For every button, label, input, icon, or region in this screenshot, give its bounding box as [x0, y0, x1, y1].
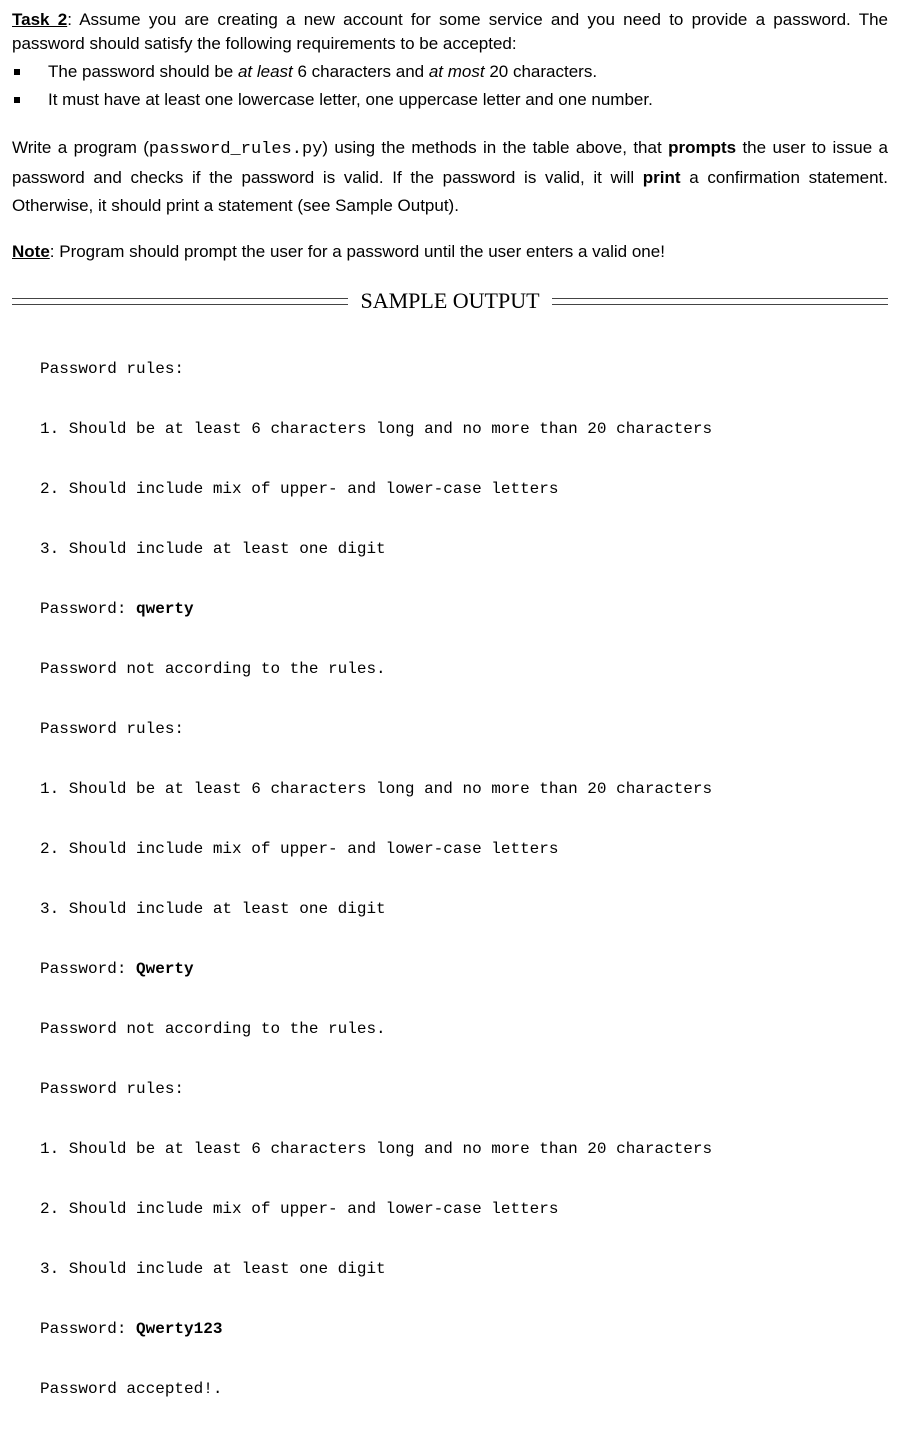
- sample-output-console: [40, 319, 712, 1439]
- output-line: 2. Should include mix of upper- and lower-case letters: [40, 840, 559, 858]
- output-line: Password not according to the rules.: [40, 1020, 386, 1038]
- write-instructions: Write a program (password_rules.py) using the methods in the table above, that prompts the user to issue a password and checks if the password is valid. If the password is valid, it will print a confirmation statement. Otherwise, it should print a statement (see Sample Output).: [12, 138, 889, 215]
- output-line: Password rules:: [40, 720, 185, 738]
- output-line: 1. Should be at least 6 characters long and no more than 20 characters: [40, 780, 713, 798]
- output-line: Password: qwerty: [40, 600, 194, 618]
- output-line: 3. Should include at least one digit: [40, 900, 386, 918]
- list-item: The password should be at least 6 characters and at most 20 characters.: [12, 58, 888, 86]
- output-line: Password: Qwerty: [40, 960, 194, 978]
- note: Note: Program should prompt the user for a password until the user enters a valid one!: [12, 242, 665, 261]
- divider: [12, 298, 348, 305]
- output-line: 3. Should include at least one digit: [40, 540, 386, 558]
- requirements-list: [12, 58, 888, 114]
- output-line: 1. Should be at least 6 characters long and no more than 20 characters: [40, 420, 713, 438]
- list-item: It must have at least one lowercase letter, one uppercase letter and one number.: [12, 86, 888, 114]
- sample-output-header: [12, 287, 888, 315]
- task-label: Task 2: [12, 10, 68, 29]
- user-input: Qwerty: [136, 960, 194, 978]
- task-intro-text: Assume you are creating a new account for some service and you need to provide a password. The password should satisfy the following requirements to be accepted:: [12, 10, 888, 53]
- filename: password_rules.py: [148, 140, 323, 159]
- output-line: Password accepted!.: [40, 1380, 223, 1398]
- output-line: 3. Should include at least one digit: [40, 1260, 386, 1278]
- user-input: qwerty: [136, 600, 194, 618]
- output-line: 2. Should include mix of upper- and lower-case letters: [40, 480, 559, 498]
- task-intro: Task 2: Assume you are creating a new account for some service and you need to provide a password. The password should satisfy the following requirements to be accepted:: [12, 10, 888, 53]
- output-line: Password rules:: [40, 1080, 185, 1098]
- user-input: Qwerty123: [136, 1320, 223, 1338]
- output-line: Password rules:: [40, 360, 185, 378]
- bullet-icon: [14, 97, 20, 103]
- note-label: Note: [12, 242, 50, 261]
- bullet-icon: [14, 69, 20, 75]
- output-line: 1. Should be at least 6 characters long and no more than 20 characters: [40, 1140, 713, 1158]
- task-document: [12, 8, 889, 1398]
- output-line: 2. Should include mix of upper- and lower-case letters: [40, 1200, 559, 1218]
- output-line: Password: Qwerty123: [40, 1320, 223, 1338]
- divider: [552, 298, 888, 305]
- output-line: Password not according to the rules.: [40, 660, 386, 678]
- sample-output-title: SAMPLE OUTPUT: [360, 288, 540, 313]
